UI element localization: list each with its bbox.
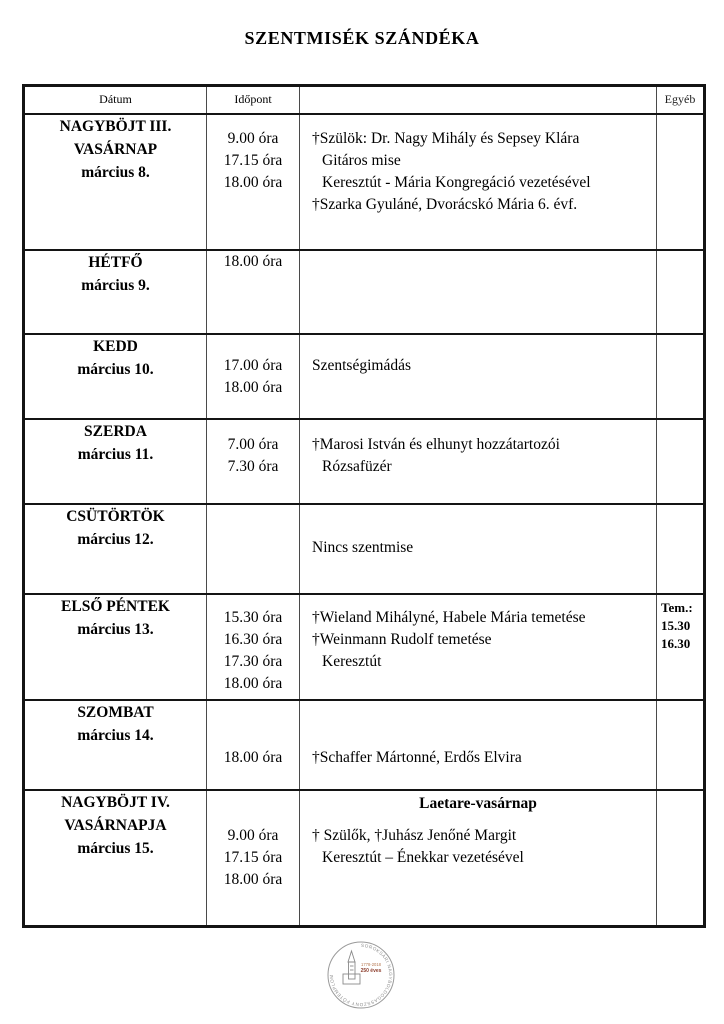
intention-cell [300,250,657,334]
intention-entry: Rózsafüzér [322,457,392,475]
intention-entry: †Marosi István és elhunyt hozzátartozói [312,435,560,453]
header-date: Dátum [24,86,207,114]
time-entry: 18.00 óra [223,748,283,766]
page-title: SZENTMISÉK SZÁNDÉKA [244,28,480,48]
day-date: március 14. [77,726,154,744]
date-cell [24,114,207,250]
date-cell [24,504,207,594]
table-row [24,504,705,594]
time-entry: 15.30 óra [223,608,283,626]
table-row [24,700,705,790]
date-cell [24,594,207,700]
header-other: Egyéb [657,86,705,114]
intention-cell [300,594,657,700]
day-label: VASÁRNAP [73,140,158,158]
header-intention [300,86,657,114]
time-entry: 7.30 óra [227,457,279,475]
day-label: KEDD [93,337,138,355]
intention-entry: †Szarka Gyuláné, Dvorácskó Mária 6. évf. [312,195,578,213]
day-date: március 13. [77,620,154,638]
day-date: március 11. [77,445,154,463]
seal-years: 1778-2018 [360,962,382,967]
intention-entry: †Szülök: Dr. Nagy Mihály és Sepsey Klára [312,129,580,147]
other-cell [657,419,705,504]
day-date: március 12. [77,530,154,548]
time-entry: 17.00 óra [223,356,283,374]
time-cell [207,594,300,700]
time-entry: 9.00 óra [227,826,279,844]
time-entry: 17.30 óra [223,652,283,670]
table-row [24,114,705,250]
date-cell [24,250,207,334]
time-entry: 18.00 óra [223,173,283,191]
other-cell [657,594,705,700]
intention-cell [300,419,657,504]
day-date: március 15. [77,839,154,857]
table-row [24,250,705,334]
day-date: március 8. [81,163,150,181]
other-entry: Tem.: [661,599,693,615]
day-label: NAGYBÖJT III. [59,117,172,135]
date-cell [24,419,207,504]
intention-entry: Gitáros mise [322,151,401,169]
time-entry: 18.00 óra [223,870,283,888]
time-entry: 18.00 óra [223,378,283,396]
other-cell [657,504,705,594]
day-label: SZOMBAT [77,703,154,721]
header-time: Időpont [207,86,300,114]
day-label: NAGYBÖJT IV. [61,793,170,811]
intention-entry: Nincs szentmise [312,538,414,556]
intention-cell [300,790,657,927]
table-row [24,790,705,927]
day-date: március 9. [81,276,150,294]
other-entry: 15.30 [661,617,691,633]
other-cell [657,114,705,250]
seal-circular-text: SOROKSÁRI NAGYBOLDOGASSZONY FŐTEMPLOM [328,942,394,1008]
time-cell [207,504,300,594]
day-label: ELSŐ PÉNTEK [61,597,170,615]
intention-entry: † Szülők, †Juhász Jenőné Margit [312,826,517,844]
table-row [24,419,705,504]
intention-entry: Keresztút – Énekkar vezetésével [322,848,524,866]
church-tower-icon [343,951,360,984]
other-cell [657,334,705,419]
intention-entry: †Schaffer Mártonné, Erdős Elvira [312,748,522,766]
seal-ring [328,942,394,1008]
intention-cell [300,334,657,419]
table-row [24,594,705,700]
sunday-heading: Laetare-vasárnap [419,794,537,812]
day-label: VASÁRNAPJA [64,816,167,834]
date-cell [24,790,207,927]
time-entry: 18.00 óra [223,252,283,270]
intention-cell [300,700,657,790]
intention-entry: †Wieland Mihályné, Habele Mária temetése [312,608,586,626]
time-cell [207,700,300,790]
parish-seal [324,938,398,1012]
svg-text:SOROKSÁRI NAGYBOLDOGASSZONY FŐ [329,943,393,1007]
time-entry: 18.00 óra [223,674,283,692]
intention-entry: Keresztút [322,652,382,670]
other-entry: 16.30 [661,635,691,651]
intention-cell [300,504,657,594]
intention-entry: †Weinmann Rudolf temetése [312,630,492,648]
time-cell [207,790,300,927]
day-label: HÉTFŐ [88,253,143,271]
intention-entry: Szentségimádás [312,356,412,374]
time-entry: 17.15 óra [223,848,283,866]
day-label: CSÜTÖRTÖK [66,507,165,525]
table-row [24,334,705,419]
time-cell [207,419,300,504]
time-entry: 7.00 óra [227,435,279,453]
time-cell [207,250,300,334]
table-header-row [24,86,705,114]
time-entry: 16.30 óra [223,630,283,648]
mass-schedule-table [22,84,706,928]
time-cell [207,114,300,250]
time-entry: 17.15 óra [223,151,283,169]
seal-anniversary: 250 éves [360,968,382,974]
day-date: március 10. [77,360,154,378]
other-cell [657,700,705,790]
other-cell [657,250,705,334]
day-label: SZERDA [84,422,147,440]
other-cell [657,790,705,927]
date-cell [24,334,207,419]
time-entry: 9.00 óra [227,129,279,147]
intention-entry: Keresztút - Mária Kongregáció vezetésével [322,173,591,191]
time-cell [207,334,300,419]
intention-cell [300,114,657,250]
date-cell [24,700,207,790]
